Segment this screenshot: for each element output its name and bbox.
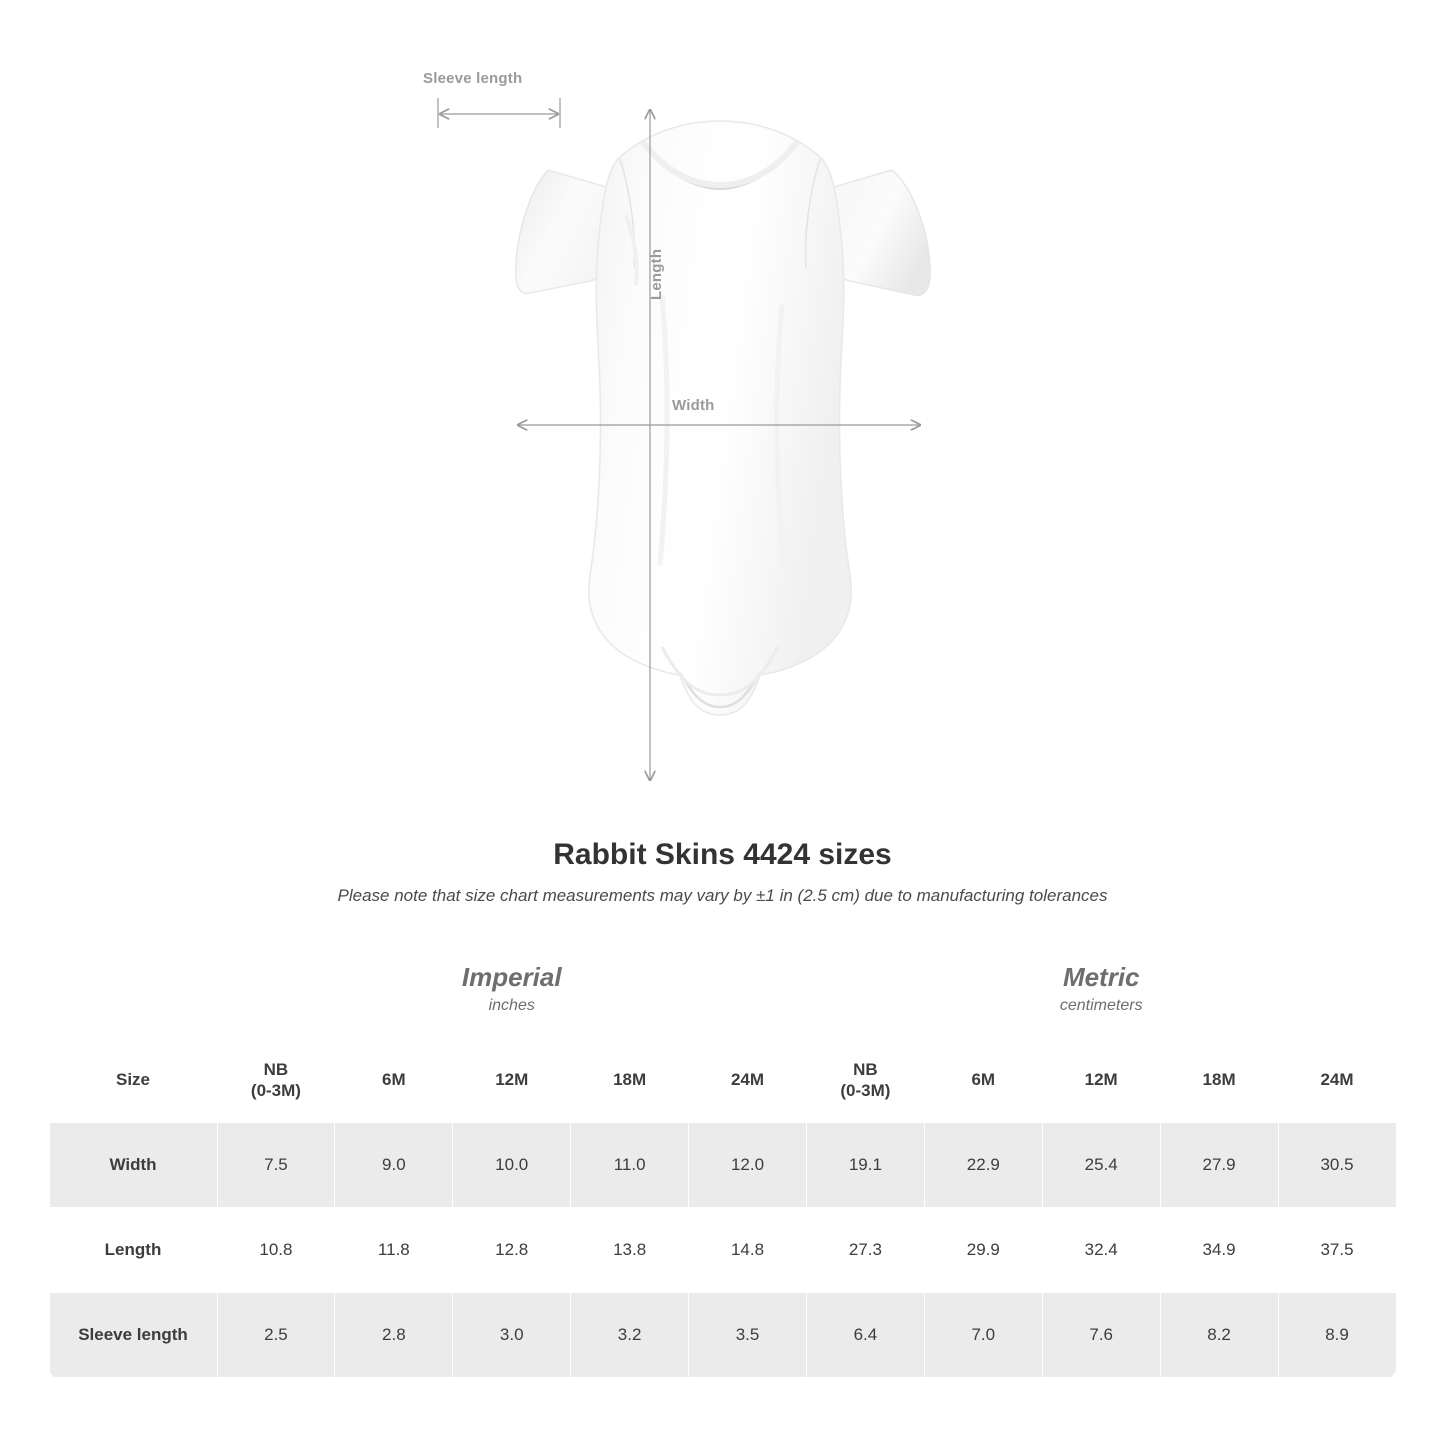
cell-sleeve-7: 7.6 (1042, 1293, 1160, 1378)
cell-sleeve-9: 8.9 (1278, 1293, 1396, 1378)
row-label-sleeve-length: Sleeve length (49, 1293, 217, 1378)
cell-sleeve-5: 6.4 (806, 1293, 924, 1378)
cell-width-9: 30.5 (1278, 1123, 1396, 1208)
unit-metric-sub: centimeters (1059, 996, 1143, 1014)
cell-length-8: 34.9 (1160, 1208, 1278, 1293)
header-col-4: 24M (689, 1038, 807, 1123)
unit-imperial-name: Imperial (461, 962, 562, 993)
header-col-7: 12M (1042, 1038, 1160, 1123)
header-col-0-line1: NB (263, 1059, 289, 1079)
cell-width-1: 9.0 (335, 1123, 453, 1208)
unit-corner-cell (49, 941, 217, 1038)
cell-length-5: 27.3 (806, 1208, 924, 1293)
header-col-5 (806, 1038, 924, 1123)
size-header-row (49, 1038, 1396, 1123)
cell-length-3: 13.8 (571, 1208, 689, 1293)
header-col-6: 6M (924, 1038, 1042, 1123)
header-col-1: 6M (335, 1038, 453, 1123)
header-col-5-line2: (0-3M) (840, 1081, 891, 1100)
unit-group-imperial (217, 941, 806, 1038)
unit-group-metric (806, 941, 1396, 1038)
cell-width-2: 10.0 (453, 1123, 571, 1208)
table-row (49, 1208, 1396, 1293)
cell-width-4: 12.0 (689, 1123, 807, 1208)
cell-length-1: 11.8 (335, 1208, 453, 1293)
row-label-length: Length (49, 1208, 217, 1293)
cell-width-3: 11.0 (571, 1123, 689, 1208)
cell-width-6: 22.9 (924, 1123, 1042, 1208)
width-label: Width (672, 397, 715, 414)
cell-sleeve-0: 2.5 (217, 1293, 335, 1378)
header-col-2: 12M (453, 1038, 571, 1123)
header-col-9: 24M (1278, 1038, 1396, 1123)
unit-header-row (49, 941, 1396, 1038)
cell-sleeve-3: 3.2 (571, 1293, 689, 1378)
header-col-0 (217, 1038, 335, 1123)
header-col-3: 18M (571, 1038, 689, 1123)
header-size-label: Size (49, 1038, 217, 1123)
cell-width-8: 27.9 (1160, 1123, 1278, 1208)
page-title: Rabbit Skins 4424 sizes (553, 838, 892, 871)
cell-sleeve-4: 3.5 (689, 1293, 807, 1378)
tolerance-note: Please note that size chart measurements may vary by ±1 in (2.5 cm) due to manufacturing tolerances (337, 886, 1108, 905)
cell-length-7: 32.4 (1042, 1208, 1160, 1293)
cell-length-6: 29.9 (924, 1208, 1042, 1293)
sleeve-length-label: Sleeve length (423, 70, 523, 87)
title-block (0, 838, 1445, 906)
cell-sleeve-1: 2.8 (335, 1293, 453, 1378)
cell-sleeve-8: 8.2 (1160, 1293, 1278, 1378)
cell-length-2: 12.8 (453, 1208, 571, 1293)
table-row (49, 1123, 1396, 1208)
unit-imperial-sub: inches (488, 996, 535, 1014)
cell-width-0: 7.5 (217, 1123, 335, 1208)
table-row (49, 1293, 1396, 1378)
header-col-8: 18M (1160, 1038, 1278, 1123)
size-chart-table (49, 940, 1397, 1378)
cell-width-5: 19.1 (806, 1123, 924, 1208)
length-label: Length (648, 248, 665, 300)
header-col-5-line1: NB (853, 1059, 878, 1079)
cell-length-9: 37.5 (1278, 1208, 1396, 1293)
size-chart-table-wrap (49, 940, 1397, 1378)
cell-sleeve-6: 7.0 (924, 1293, 1042, 1378)
cell-sleeve-2: 3.0 (453, 1293, 571, 1378)
cell-length-4: 14.8 (689, 1208, 807, 1293)
header-col-0-line2: (0-3M) (250, 1081, 301, 1100)
unit-metric-name: Metric (1062, 962, 1140, 993)
row-label-width: Width (49, 1123, 217, 1208)
cell-width-7: 25.4 (1042, 1123, 1160, 1208)
cell-length-0: 10.8 (217, 1208, 335, 1293)
